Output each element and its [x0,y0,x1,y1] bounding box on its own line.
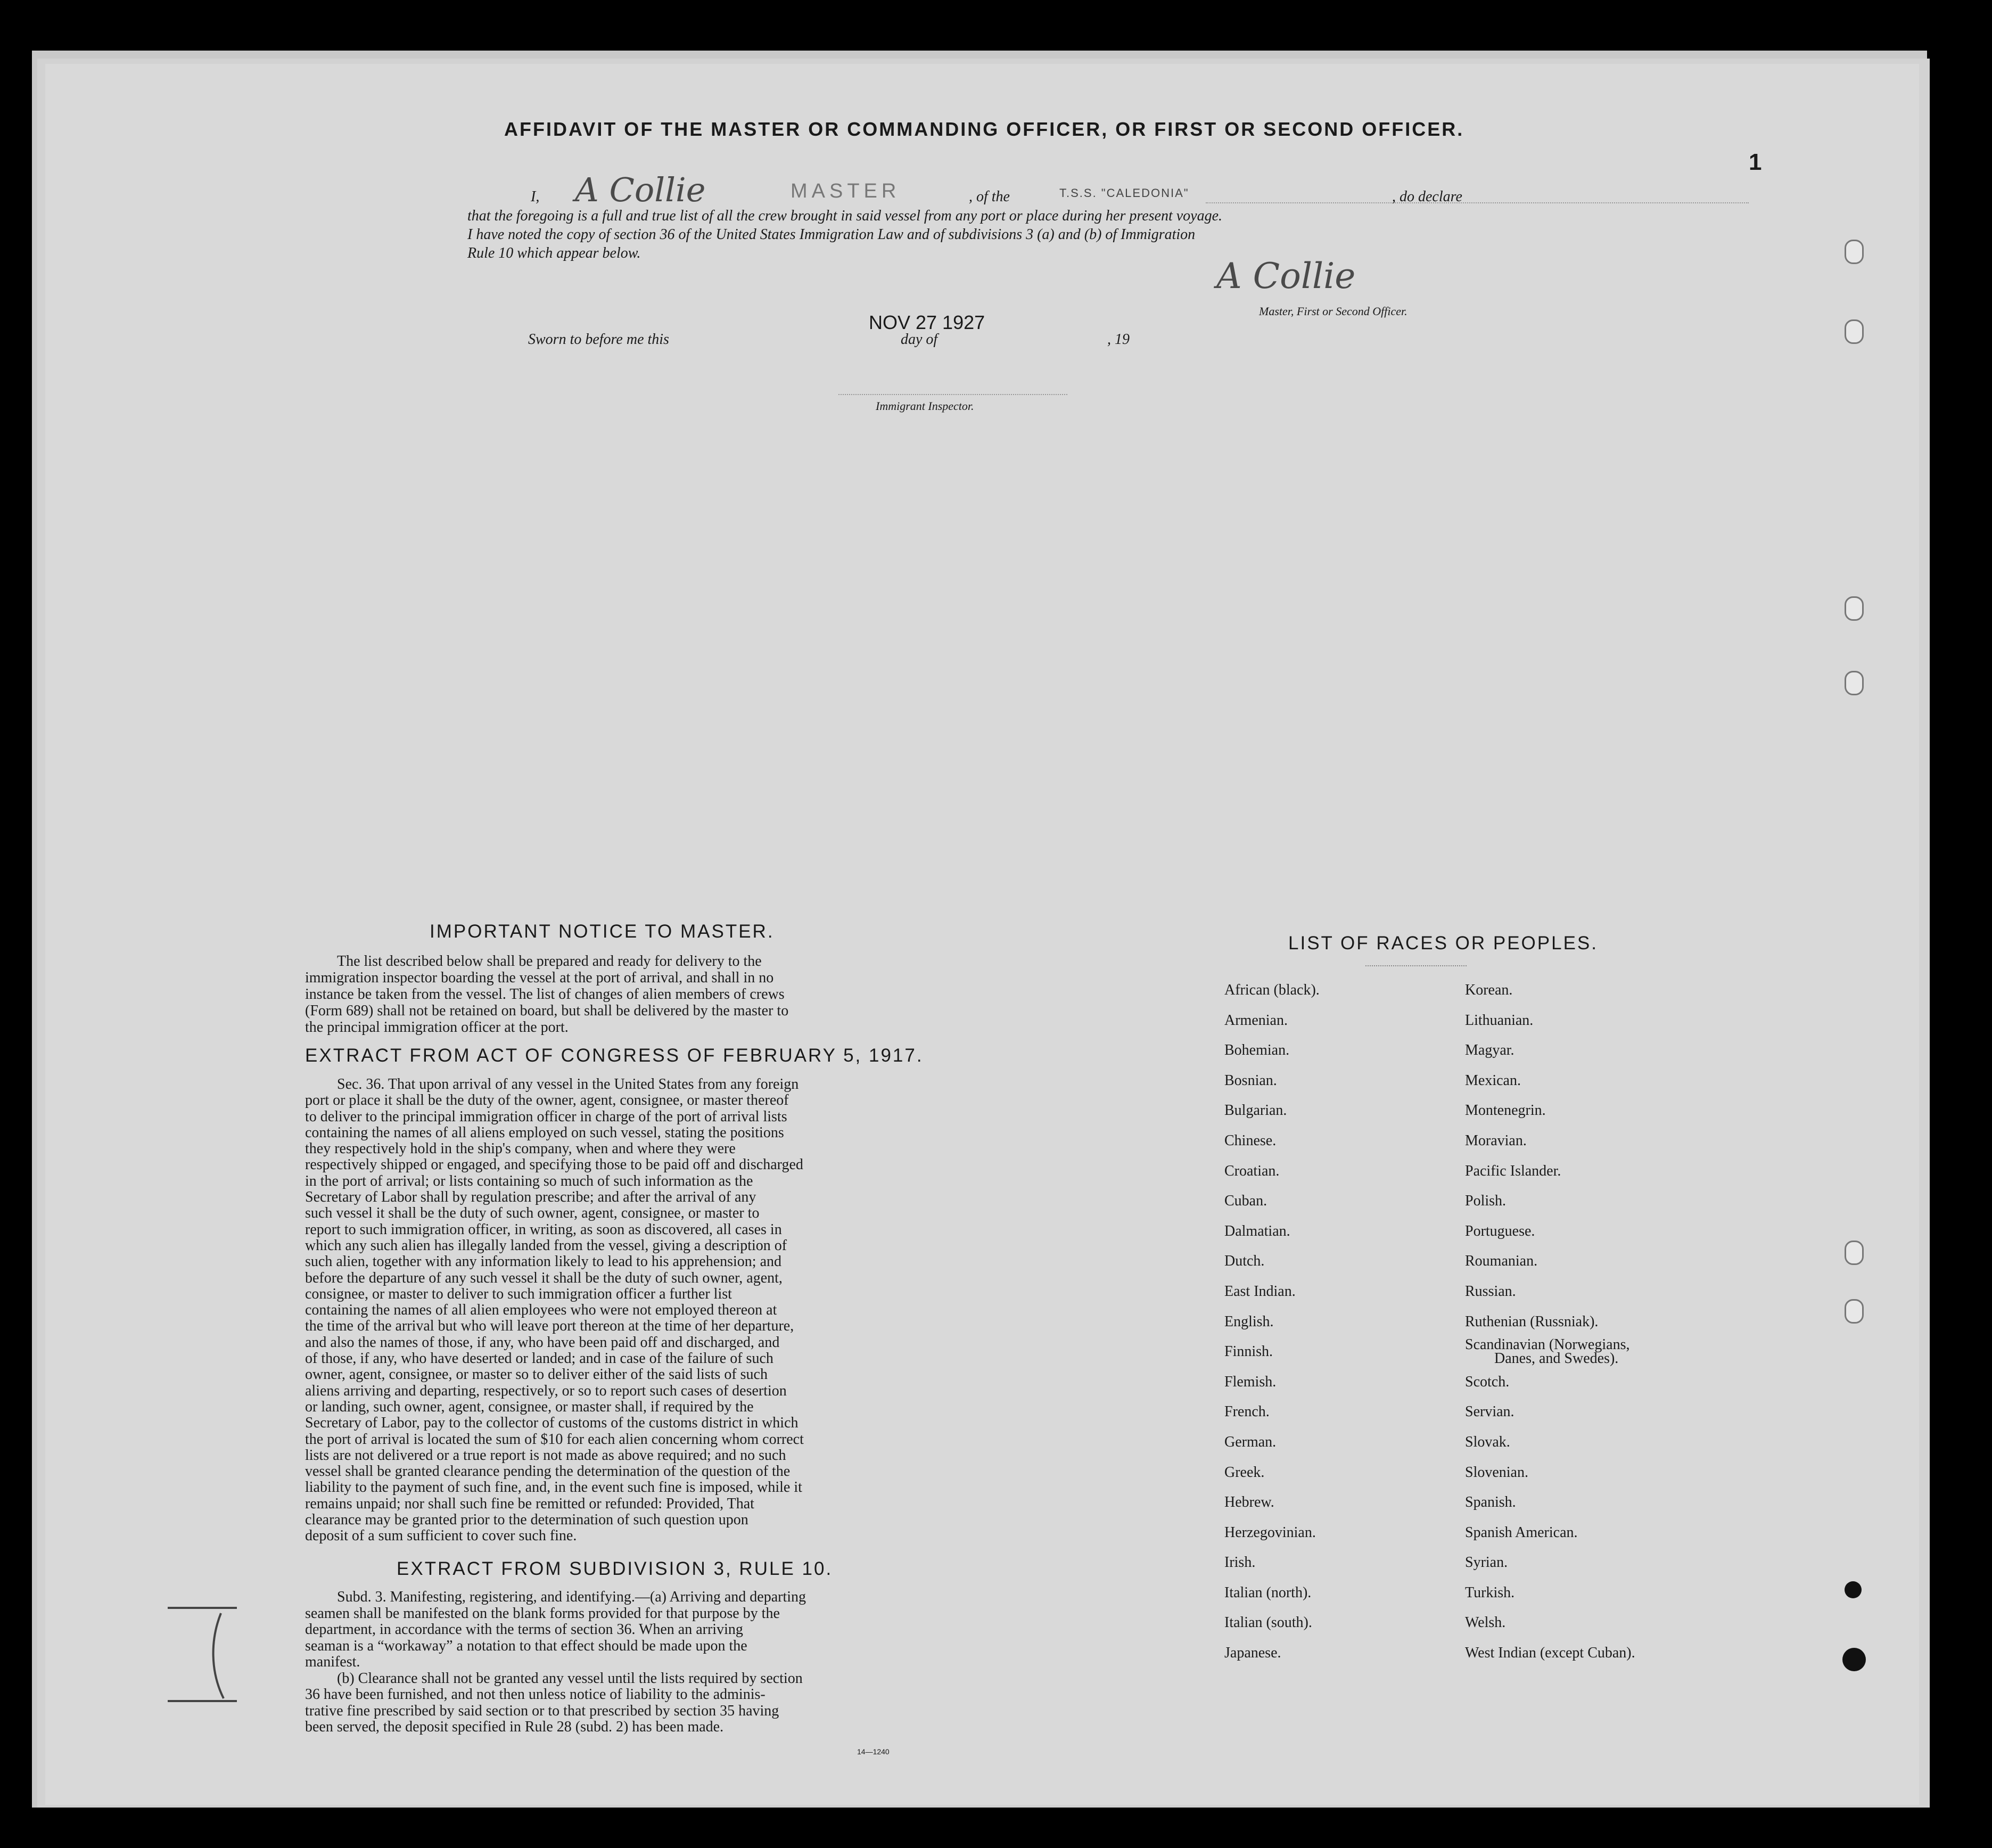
race-item: Italian (south). [1224,1614,1312,1631]
race-item: Croatian. [1224,1162,1280,1179]
act-line: which any such alien has illegally landed from the vessel, giving a description of [305,1237,787,1254]
races-left-column [1224,975,1320,1669]
race-item: Turkish. [1465,1584,1515,1601]
race-item: Dalmatian. [1224,1222,1290,1239]
rule-line: (b) Clearance shall not be granted any vessel until the lists required by section [337,1670,803,1687]
act-line: to deliver to the principal immigration officer in charge of the port of arrival lists [305,1108,787,1125]
rank-label: MASTER [791,180,901,202]
punch-hole [1845,1581,1862,1598]
act-line: remains unpaid; nor shall such fine be remitted or refunded: Provided, That [305,1495,754,1512]
binder-hole [1845,1241,1864,1265]
race-item: Japanese. [1224,1645,1281,1662]
race-item: Portuguese. [1465,1222,1535,1239]
race-item: Dutch. [1224,1253,1265,1270]
act-line: Sec. 36. That upon arrival of any vessel in the United States from any foreign [337,1076,799,1093]
act-line: deposit of a sum sufficient to cover such fine. [305,1527,577,1545]
officer-signature: A Collie [1216,256,1356,297]
race-item: French. [1224,1403,1270,1420]
race-item: Mexican. [1465,1072,1521,1089]
form-number: 14—1240 [857,1747,890,1756]
race-item: Armenian. [1224,1012,1288,1029]
act-line: before the departure of any such vessel it shall be the duty of such owner, agent, [305,1269,783,1286]
race-item: Bosnian. [1224,1072,1277,1089]
race-item: Bohemian. [1224,1042,1290,1059]
race-item: Herzegovinian. [1224,1524,1316,1541]
inspector-label: Immigrant Inspector. [876,399,974,413]
binder-hole [1845,1299,1864,1324]
race-item: Spanish American. [1465,1524,1578,1541]
rule-line: seamen shall be manifested on the blank forms provided for that purpose by the [305,1605,780,1622]
race-item: Hebrew. [1224,1494,1274,1511]
notice-title: IMPORTANT NOTICE TO MASTER. [430,921,775,942]
race-item: Spanish. [1465,1494,1516,1511]
act-line: Secretary of Labor shall by regulation prescribe; and after the arrival of any [305,1189,756,1206]
race-item: Finnish. [1224,1343,1273,1360]
race-item: Ruthenian (Russniak). [1465,1313,1599,1330]
race-item: Pacific Islander. [1465,1162,1561,1179]
do-declare-label: , do declare [1392,188,1462,205]
race-item: East Indian. [1224,1283,1296,1300]
race-item: Flemish. [1224,1373,1277,1390]
race-item: Servian. [1465,1403,1514,1420]
race-item: Lithuanian. [1465,1012,1534,1029]
day-of-label: day of [901,331,938,348]
master-signature: A Collie [575,170,706,209]
rule-line: 36 have been furnished, and not then unless notice of liability to the adminis- [305,1686,765,1703]
race-item: Greek. [1224,1464,1265,1481]
act-line: clearance may be granted prior to the determination of such question upon [305,1512,748,1529]
races-right-column [1465,975,1635,1669]
date-stamp: NOV 27 1927 [869,311,985,333]
punch-hole [1842,1648,1866,1671]
act-line: Secretary of Labor, pay to the collector of customs of the customs district in which [305,1415,799,1432]
race-item: Roumanian. [1465,1253,1538,1270]
notice-line: (Form 689) shall not be retained on board, but shall be delivered by the master to [305,1003,789,1019]
rule-line: been served, the deposit specified in Rule 28 (subd. 2) has been made. [305,1719,724,1735]
race-item: Montenegrin. [1465,1102,1546,1119]
act-line: port or place it shall be the duty of the owner, agent, consignee, or master thereof [305,1092,789,1109]
act-line: the time of the arrival but who will leave port thereon at the time of her departure, [305,1318,794,1335]
rule-line: department, in accordance with the terms of section 36. When an arriving [305,1621,743,1638]
act-line: owner, agent, consignee, or master so to deliver either of the said lists of such [305,1366,768,1383]
races-title: LIST OF RACES OR PEOPLES. [1288,933,1599,954]
race-item: Chinese. [1224,1132,1277,1149]
sworn-label: Sworn to before me this [528,331,669,348]
declaration-line-2: that the foregoing is a full and true list of all the crew brought in said vessel from any port or place during her present voyage. [467,208,1223,224]
race-item: Syrian. [1465,1554,1508,1571]
notice-body [305,953,973,1036]
rule-line: trative fine prescribed by said section or to that prescribed by section 35 having [305,1702,779,1719]
races-title-rule [1365,965,1467,966]
act-line: liability to the payment of such fine, and, in the event such fine is imposed, while it [305,1479,802,1496]
notice-line: the principal immigration officer at the port. [305,1019,569,1036]
race-item: Irish. [1224,1554,1256,1571]
race-item: Scandinavian (Norwegians, [1465,1336,1630,1353]
act-line: of those, if any, who have deserted or landed; and in case of the failure of such [305,1350,773,1367]
year-label: , 19 [1107,331,1130,348]
vessel-underline [1206,202,1749,203]
binder-hole [1845,319,1864,344]
act-line: containing the names of all aliens employed on such vessel, stating the positions [305,1124,784,1141]
act-line: aliens arriving and departing, respectively, or so to report such cases of desertion [305,1382,787,1399]
affidavit-i-label: I, [531,188,540,205]
race-item: German. [1224,1433,1277,1450]
race-item: West Indian (except Cuban). [1465,1645,1635,1662]
act-line: consignee, or master to deliver to such immigration officer a further list [305,1285,732,1302]
affidavit-title: AFFIDAVIT OF THE MASTER OR COMMANDING OFFICER, OR FIRST OR SECOND OFFICER. [504,118,1464,140]
act-line: they respectively hold in the ship's company, when and where they were [305,1140,736,1157]
notice-line: immigration inspector boarding the vessel at the port of arrival, and shall in no [305,970,774,986]
act-line: such alien, together with any information likely to lead to his apprehension; and [305,1253,782,1270]
rule-line: seaman is a “workaway” a notation to that effect should be made upon the [305,1637,747,1654]
race-item: Polish. [1465,1193,1507,1210]
officer-label: Master, First or Second Officer. [1259,305,1407,318]
declaration-line-4: Rule 10 which appear below. [467,245,641,261]
race-item-continuation: Danes, and Swedes). [1494,1350,1619,1367]
margin-mark: 1 [1749,149,1762,175]
rule-line: Subd. 3. Manifesting, registering, and identifying.—(a) Arriving and departing [337,1589,806,1605]
extract-act-title: EXTRACT FROM ACT OF CONGRESS OF FEBRUARY 5, 1917. [305,1045,924,1066]
act-line: and also the names of those, if any, who have been paid off and discharged, and [305,1334,780,1351]
pencil-bracket-mark [162,1597,248,1709]
binder-hole [1845,596,1864,621]
race-item: African (black). [1224,982,1320,998]
race-item: Magyar. [1465,1042,1514,1059]
race-item: Slovak. [1465,1433,1510,1450]
act-line: such vessel it shall be the duty of such owner, agent, consignee, or master to [305,1205,760,1222]
extract-rule-body [305,1589,973,1736]
race-item-scandinavian [1465,1337,1635,1367]
act-line: report to such immigration officer, in writing, as soon as discovered, all cases in [305,1221,782,1238]
race-item: Slovenian. [1465,1464,1528,1481]
act-line: containing the names of all alien employees who were not employed thereon at [305,1302,777,1319]
declaration-line-3: I have noted the copy of section 36 of the United States Immigration Law and of subdivisions 3 (a) and (b) of Immigration [467,226,1196,243]
race-item: Scotch. [1465,1373,1510,1390]
notice-line: instance be taken from the vessel. The list of changes of alien members of crews [305,986,785,1003]
act-line: respectively shipped or engaged, and specifying those to be paid off and discharged [305,1156,803,1173]
act-line: in the port of arrival; or lists containing so much of such information as the [305,1172,753,1189]
race-item: English. [1224,1313,1274,1330]
race-item: Russian. [1465,1283,1516,1300]
race-item: Bulgarian. [1224,1102,1287,1119]
act-line: lists are not delivered or a true report is not made as above required; and no such [305,1447,786,1464]
act-line: or landing, such owner, agent, consignee, or master shall, if required by the [305,1398,754,1415]
race-item: Cuban. [1224,1193,1267,1210]
extract-rule-title: EXTRACT FROM SUBDIVISION 3, RULE 10. [397,1558,833,1579]
act-line: the port of arrival is located the sum of $10 for each alien concerning whom correct [305,1431,804,1448]
binder-hole [1845,671,1864,695]
notice-line: The list described below shall be prepared and ready for delivery to the [337,953,762,970]
race-item: Italian (north). [1224,1584,1312,1601]
document-page [45,64,1919,1805]
vessel-name: T.S.S. "CALEDONIA" [1059,186,1189,200]
race-item: Welsh. [1465,1614,1506,1631]
rule-line: manifest. [305,1654,360,1670]
binder-hole [1845,240,1864,264]
act-line: vessel shall be granted clearance pending the determination of the question of the [305,1463,791,1480]
race-item: Moravian. [1465,1132,1527,1149]
of-the-label: , of the [969,188,1010,205]
extract-act-body [305,1077,973,1545]
race-item: Korean. [1465,982,1513,998]
inspector-line [838,394,1067,395]
